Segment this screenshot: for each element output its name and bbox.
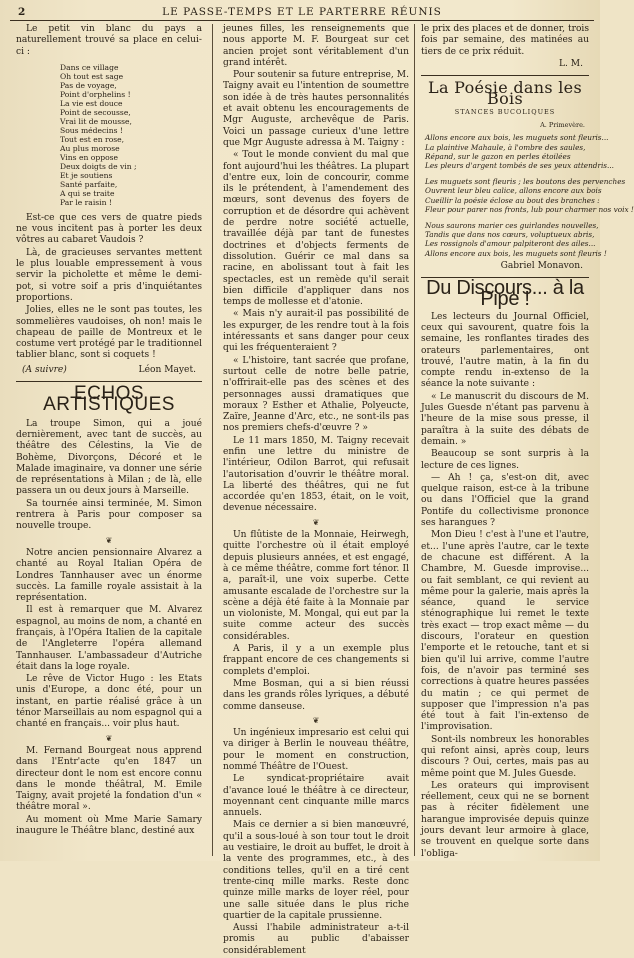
poem-line: Vins en oppose [60,152,119,162]
poem-line: Dans ce village [60,62,119,72]
discours-title: Du Discours... à la Pipe ! [426,277,584,311]
poem-line: Répand, sur le gazon en perles étoilées [425,151,571,161]
paragraph: Le syndicat-propriétaire avait d'avance loué le théâtre à ce directeur, moyennant cent cinquante mille marcs annuels. [223,774,409,819]
paragraph: La troupe Simon, qui a joué dernièrement, avec tant de succès, au théâtre des Célestins, la Vie de Bohème, Divorçons, Décoré et le Malade imaginaire, va donner une série de représentations à Milan ; de là, elle passera un ou deux jours à Marseille. [16,418,202,497]
poem-line: Et je soutiens [60,170,113,180]
ornament-icon: ❦ [312,517,320,527]
poem-line: Les pleurs d'argent tombés de ses yeux attendris... [425,160,614,170]
poem-line: Oh tout est sage [60,71,124,81]
paragraph: Un ingénieux impresario est celui qui va diriger à Berlin le nouveau théâtre, pour le moment en construction, nommé Théâtre de l'Ouest. [223,728,409,772]
short-signature: L. M. [558,58,583,69]
paragraph: Sa tournée ainsi terminée, M. Simon rentrera à Paris pour composer sa nouvelle troupe. [16,498,202,532]
poem-line: Point de secousse, [60,107,131,117]
poesie-title: La Poésie dans les Bois [428,78,582,109]
section-rule [16,381,202,382]
paragraph: jeunes filles, les renseignements que nous apporte M. F. Bourgeat sur cet ancien projet sont véritablement d'un grand intérêt. [223,24,409,68]
paragraph: Là, de gracieuses servantes mettent le plus louable empressement à vous servir la picholette et même le demi-pot, si votre soif a pris d'inquiétantes proportions. [16,247,202,303]
poem-line: Pas de voyage, [60,80,117,90]
poem-line: Santé parfaite, [60,179,118,189]
author-signature: Léon Mayet. [138,364,196,375]
poem-line: Cueillir la poésie éclose au bout des branches : [425,195,600,205]
signature-row [16,365,202,376]
poem-line: Ouvrent leur bleu calice, allons encore aux bois [425,186,602,196]
poem-line: Tout est en rose, [60,134,125,144]
paragraph: Aussi l'habile administrateur a-t-il promis au public d'abaisser considérablement [223,923,409,956]
paragraph: « Tout le monde convient du mal que font aujourd'hui les théâtres. La plupart d'entre eux, loin de concourir, comme ils le prétendent, à l'amendement des mœurs, sont devenus des foyers de corruption et de désordre qui achèvent de perdre notre société actuelle, travaillée déjà par tant de funestes doctrines et d'objects ferments de dissolution. Guérir ce mal dans sa racine, en abolissant tout à fait les spectacles, est un remède qu'il serait bien difficile d'appliquer dans nos temps de mollesse et d'atonie. [223,150,409,308]
village-poem [60,63,202,207]
intro-paragraph: Le petit vin blanc du pays a naturellement trouvé sa place en celui-ci : [16,24,202,57]
paragraph: Est-ce que ces vers de quatre pieds ne vous incitent pas à porter les deux vôtres au cabaret Vaudois ? [16,212,202,246]
column-divider-1 [212,24,213,856]
paragraph: Pour soutenir sa future entreprise, M. Taigny avait eu l'intention de soumettre son idée à de très hautes personnalités et avait obtenu les encouragements de Mgr Auguste, archevêque de Paris. Voici un passage curieux d'une lettre que Mgr Auguste adressa à M. Taigny : [223,70,409,148]
poem-line: Point d'orphelins ! [60,89,131,99]
paragraph: Les lecteurs du Journal Officiel, ceux qui savourent, quatre fois la semaine, les ronflantes tirades des orateurs parlementaires, ont trouvé, l'autre matin, à la fin du compte rendu in-extenso de la séance la note suivante : [421,311,589,390]
journal-title: LE PASSE-TEMPS ET LE PARTERRE RÉUNIS [162,6,442,18]
ornament-icon: ❦ [105,733,113,743]
poem-line: A qui se traite [60,188,115,198]
poem-line: Sous médecins ! [60,125,123,135]
paragraph: Mme Bosman, qui a si bien réussi dans les grands rôles lyriques, a débuté comme danseuse. [223,678,409,712]
page-number: 2 [18,6,26,18]
poem-line: Au plus morose [60,143,120,153]
paragraph: Un flûtiste de la Monnaie, Heirwegh, quitte l'orchestre où il était employé depuis plusieurs années, et est engagé, à ce même théâtre, comme fort ténor. Il a, paraît-il, une voix superbe. Cette amusante escalade de l'orchestre sur la scène a déjà été faite à la Monnaie par un violoniste, M. Mongal, qui eut par la suite comme acteur des succès considérables. [223,530,409,642]
poem-line: La plaintive Mahaule, à l'ombre des saules, [425,142,586,152]
paragraph: Le rêve de Victor Hugo : les Etats unis d'Europe, a donc été, pour un instant, en partie réalisé grâce à un ténor Marseillais au nom espagnol qui a chanté en français... voir plus haut. [16,674,202,730]
ornament-icon: ❦ [312,715,320,725]
paragraph: Il est à remarquer que M. Alvarez espagnol, au moins de nom, a chanté en français, à l'Opéra Italien de la capitale de l'Angleterre l'opéra allemand Tannhauser. L'ambassadeur d'Autriche était dans la loge royale. [16,605,202,672]
paragraph: le prix des places et de donner, trois fois par semaine, des matinées au tiers de ce prix réduit. [421,24,589,57]
page-header [10,4,594,21]
poem-line: Par le raisin ! [60,197,112,207]
paragraph: A Paris, il y a un exemple plus frappant encore de ces changements si complets d'emploi. [223,644,409,677]
poesie-dedication: A. Primevère. [540,121,585,130]
poem-line: Fleur pour parer nos fronts, lub pour charmer nos voix ! [425,204,634,214]
to-be-continued: (A suivre) [22,364,67,375]
paragraph: Beaucoup se sont surpris à la lecture de ces lignes. [421,449,589,471]
poem-line: Allons encore aux bois, les muguets sont fleuris ! [425,248,607,258]
paragraph: M. Fernand Bourgeat nous apprend dans l'Entr'acte qu'en 1847 un directeur dont le nom est encore connu dans le monde théâtral, M. Emile Taigny, avait projeté la fondation d'un « théâtre moral ». [16,745,202,813]
stanza-gap [425,170,589,177]
ornament-icon: ❦ [105,535,113,545]
paragraph: « Mais n'y aurait-il pas possibilité de les expurger, de les rendre tout à la fois intéressants et sans danger pour ceux qui les fréquenteraient ? [223,309,409,354]
column-divider-2 [414,24,415,856]
paragraph: « L'histoire, tant sacrée que profane, surtout celle de notre belle patrie, n'offrirait-elle pas des scènes et des personnages aussi dramatiques que moraux ? Esther et Athalie, Polyeucte, Zaïre, Jeanne d'Arc, etc., ne sont-ils pas nos premiers chefs-d'œuvre ? » [223,355,409,434]
paragraph: Notre ancien pensionnaire Alvarez a chanté au Royal Italian Opéra de Londres Tannhauser avec un énorme succès. La famille royale assistait à la représentation. [16,547,202,604]
poem-line: Allons encore aux bois, les muguets sont fleuris... [425,133,609,143]
poem-line: Les muguets sont fleuris ; les boutons des pervenches [425,177,626,187]
poesie-subtitle: STANCES BUCOLIQUES [454,107,556,116]
paragraph: Mon Dieu ! c'est à l'une et l'autre, et... l'une après l'autre, car le texte de chacune est différent. A la Chambre, M. Guesde improvise... ou fait semblant, ce qui revient au même pour la galerie, mais après la séance, quand le service sténographique lui remet le texte très exact — trop exact même — du discours, l'orateur en question l'emporte et le retouche, tant et si bien qu'il lui arrive, comme l'autre fois, de n'avoir pas terminé ses corrections à quatre heures passées du matin ; ce qui permet de supposer que l'impression n'a pas été tout à fait l'in-extenso de l'improvisation. [421,530,589,733]
poem-line: Tandis que dans nos cœurs, voluptueux abris, [425,230,595,240]
poem-line: La vie est douce [60,98,123,108]
stanzas-poem [425,133,634,258]
paragraph: Au moment où Mme Marie Samary inaugure le Théâtre blanc, destiné aux [16,814,202,837]
paragraph: Les orateurs qui improvisent réellement, ceux qui ne se bornent pas à réciter fidèlement une harangue improvisée depuis quinze jours devant leur armoire à glace, se trouvent en quelque sorte dans l'obliga- [421,780,589,859]
paragraph: Le 11 mars 1850, M. Taigny recevait enfin une lettre du ministre de l'intérieur, Odilon Barrot, qui refusait l'autorisation d'ouvrir le théâtre moral. La liberté des théâtres, qui ne fut accordée qu'en 1853, était, on le voit, devenue nécessaire. [223,435,409,514]
poem-signature: Gabriel Monavon. [500,260,583,271]
paragraph: « Le manuscrit du discours de M. Jules Guesde n'étant pas parvenu à l'heure de la mise sous presse, il paraîtra à la suite des débats de demain. » [421,391,589,447]
column-2 [223,24,409,958]
paragraph: — Ah ! ça, s'est-on dit, avec quelque raison, est-ce à la tribune ou dans l'Officiel que la grand Pontife du collectivisme prononce ses harangues ? [421,472,589,529]
poem-line: Nous saurons marier ces guirlandes nouvelles, [425,221,599,230]
poem-line: Vrai lit de mousse, [60,116,132,126]
paragraph: Mais ce dernier a si bien manœuvré, qu'il a sous-loué à son tour tout le droit au vestiaire, le droit au buffet, le droit à la vente des programmes, etc., à des conditions telles, qu'il en a tiré cent trente-cinq mille marks. Reste donc quinze mille marks de loyer réel, pour une salle située dans le plus riche quartier de la capitale prussienne. [223,820,409,921]
column-3 [421,24,634,861]
paragraph: Jolies, elles ne le sont pas toutes, les sommelières vaudoises, oh non! mais le chapeau de paille de Montreux et le costume vert protégé par le traditionnel tablier blanc, sont si coquets ! [16,305,202,361]
poem-line: Deux doigts de vin ; [60,161,137,171]
poem-line: Les rossignols d'amour palpiteront des ailes... [425,239,596,249]
paragraph: Sont-ils nombreux les honorables qui refont ainsi, après coup, leurs discours ? Oui, certes, mais pas au même point que M. Jules Guesde. [421,734,589,779]
column-1 [16,24,202,838]
stanza-gap [425,214,589,221]
section-rule [421,75,589,76]
echos-section-title: ECHOS ARTISTIQUES [43,383,175,416]
